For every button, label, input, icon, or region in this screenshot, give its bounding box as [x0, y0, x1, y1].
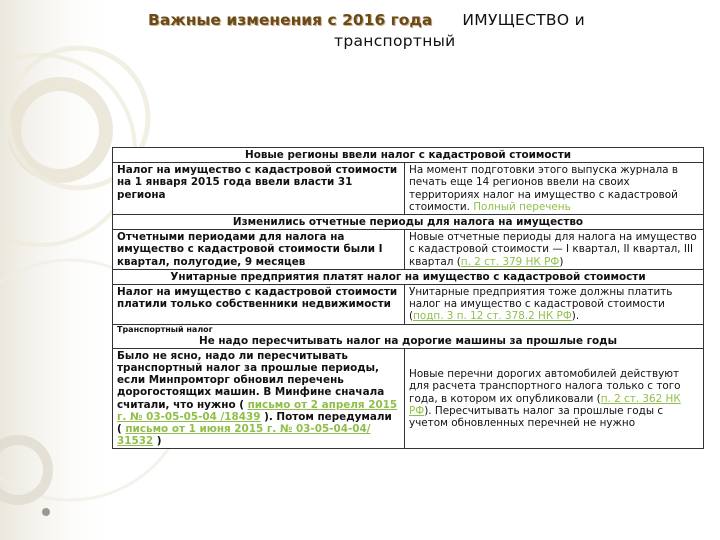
row-left-cell: Налог на имущество с кадастровой стоимости платили только собственники недвижимости	[113, 285, 405, 325]
table-row	[113, 285, 704, 325]
cell-text: Новые перечни дорогих автомобилей действуют для расчета транспортного налога только с того года, в котором их опубликовали (	[409, 368, 681, 405]
full-list-link[interactable]: Полный перечень	[473, 200, 571, 213]
row-left-cell	[113, 348, 405, 449]
section-header-row	[113, 269, 704, 284]
law-reference-link[interactable]: п. 2 ст. 379 НК РФ	[460, 255, 560, 268]
section-header: Изменились отчетные периоды для налога на имущество	[113, 215, 704, 230]
cell-text-end: ).	[571, 310, 580, 323]
table-row	[113, 163, 704, 215]
cell-text: Новые отчетные периоды для налога на имущество с кадастровой стоимости — I квартал, II квартал, III квартал (	[409, 231, 697, 268]
cell-text: ). Пересчитывать налог за прошлые годы с учетом обновленных перечней не нужно	[409, 404, 664, 429]
section-header-row	[113, 324, 704, 348]
row-left-cell: Налог на имущество с кадастровой стоимости на 1 января 2015 года ввели власти 31 региона	[113, 163, 405, 215]
law-reference-link[interactable]: подп. 3 п. 12 ст. 378.2 НК РФ	[413, 310, 572, 323]
letter-link-2[interactable]: письмо от 1 июня 2015 г. № 03-05-04-04/ 31532	[117, 423, 371, 448]
cell-text: Унитарные предприятия тоже должны платить налог на имущество с кадастровой стоимости (	[409, 286, 673, 323]
section-header-row	[113, 148, 704, 163]
title-accent: Важные изменения с 2016 года	[148, 11, 433, 29]
row-right-cell	[405, 230, 704, 270]
section-header	[113, 324, 704, 348]
transport-tax-label: Транспортный налог	[117, 324, 213, 334]
slide-title	[148, 10, 708, 52]
cell-text: )	[156, 435, 162, 448]
law-reference-link[interactable]: п. 2 ст. 362 НК РФ	[409, 392, 681, 417]
row-left-cell: Отчетными периодами для налога на имущество с кадастровой стоимости были I квартал, полугодие, 9 месяцев	[113, 230, 405, 270]
row-right-cell	[405, 348, 704, 449]
title-main-line2: транспортный	[334, 32, 456, 50]
cell-text: ). Потом передумали (	[117, 410, 392, 436]
letter-link-1[interactable]: письмо от 2 апреля 2015 г. № 03-05-05-04 /18439	[117, 398, 398, 423]
changes-table	[112, 147, 704, 449]
table-row	[113, 230, 704, 270]
section-header-text: Не надо пересчитывать налог на дорогие машины за прошлые годы	[199, 334, 617, 347]
section-header: Унитарные предприятия платят налог на имущество с кадастровой стоимости	[113, 269, 704, 284]
row-right-cell	[405, 285, 704, 325]
section-header: Новые регионы ввели налог с кадастровой стоимости	[113, 148, 704, 163]
cell-text-end: )	[559, 255, 564, 268]
row-right-cell	[405, 163, 704, 215]
table-row	[113, 348, 704, 449]
section-header-row	[113, 215, 704, 230]
cell-text: На момент подготовки этого выпуска журнала в печать еще 14 регионов ввели на своих территориях налог на имущество с кадастровой стоимости.	[409, 164, 678, 213]
cell-text: Было не ясно, надо ли пересчитывать транспортный налог за прошлые периоды, если Минпромторг обновил перечень дорогостоящих машин. В Минфине сначала считали, что нужно (	[117, 349, 385, 411]
title-main-line1: ИМУЩЕСТВО и	[462, 11, 585, 29]
